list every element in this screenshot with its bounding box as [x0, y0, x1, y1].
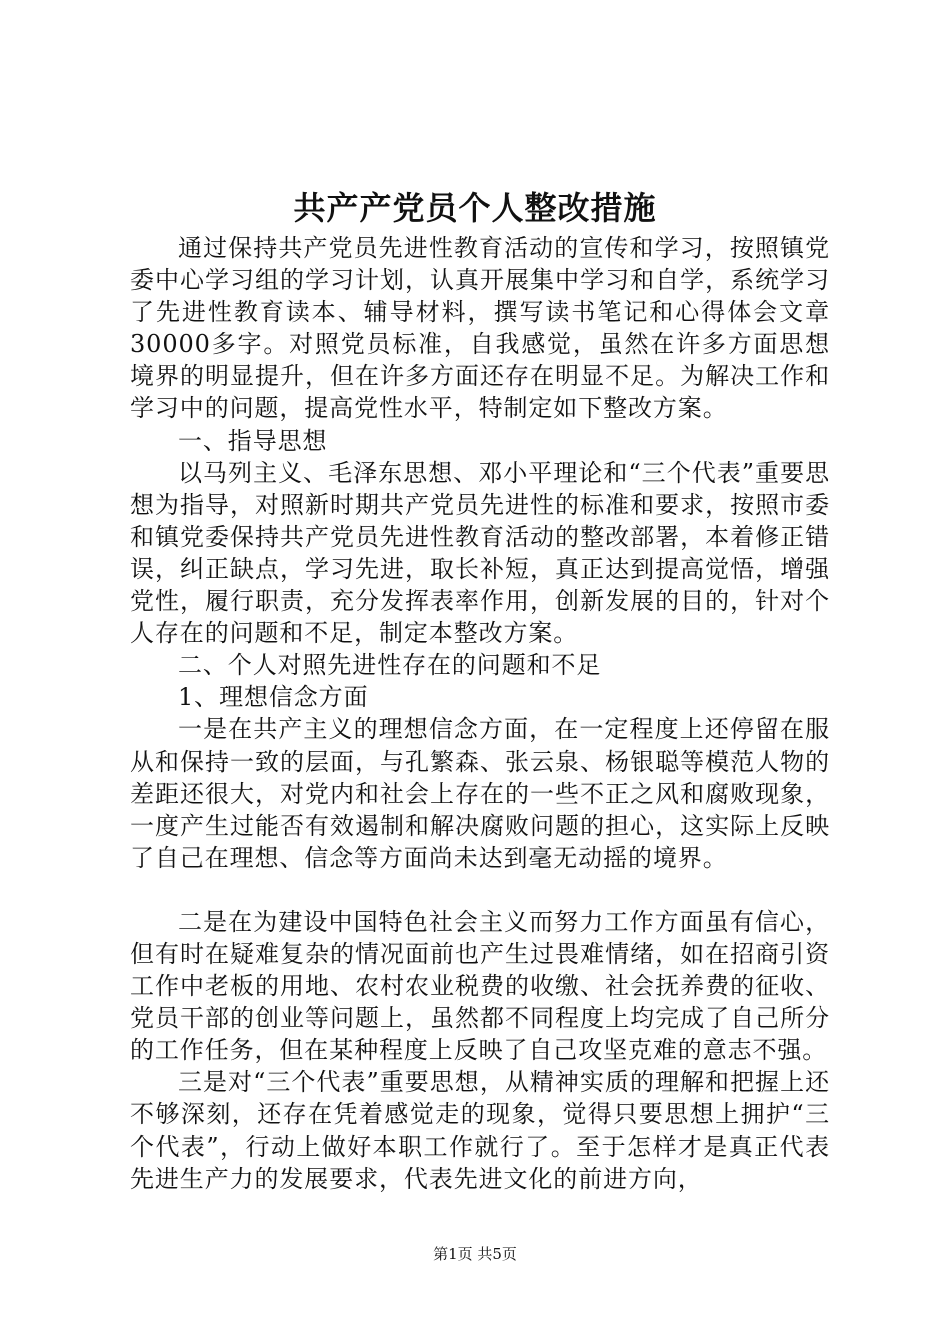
heading-guiding-thought: 一、指导思想 [178, 426, 328, 455]
paragraph-guiding-thought: 以马列主义、毛泽东思想、邓小平理论和“三个代表”重要思想为指导，对照新时期共产党员先进性的标准和要求，按照市委和镇党委保持共产党员先进性教育活动的整改部署，本着修正错误，纠正缺点，学习先进，取长补短，真正达到提高觉悟，增强党性，履行职责，充分发挥表率作用，创新发展的目的，针对个人存在的问题和不足，制定本整改方案。 [130, 458, 830, 648]
subheading-ideals: 1、理想信念方面 [178, 683, 369, 712]
paragraph-intro: 通过保持共产党员先进性教育活动的宣传和学习，按照镇党委中心学习组的学习计划，认真开展集中学习和自学，系统学习了先进性教育读本、辅导材料，撰写读书笔记和心得体会文章30000多字。对照党员标准，自我感觉，虽然在许多方面思想境界的明显提升，但在许多方面还存在明显不足。为解决工作和学习中的问题，提高党性水平，特制定如下整改方案。 [130, 234, 830, 423]
paragraph-point-three: 三是对“三个代表”重要思想，从精神实质的理解和把握上还不够深刻，还存在凭着感觉走的现象，觉得只要思想上拥护“三个代表”，行动上做好本职工作就行了。至于怎样才是真正代表先进生产力的发展要求，代表先进文化的前进方向， [130, 1068, 830, 1193]
paragraph-point-two: 二是在为建设中国特色社会主义而努力工作方面虽有信心，但有时在疑难复杂的情况面前也产生过畏难情绪，如在招商引资工作中老板的用地、农村农业税费的收缴、社会抚养费的征收、党员干部的创业等问题上，虽然都不同程度上均完成了自己所分的工作任务，但在某种程度上反映了自己攻坚克难的意志不强。 [130, 907, 830, 1065]
document-title: 共产产党员个人整改措施 [293, 189, 657, 227]
paragraph-point-one: 一是在共产主义的理想信念方面，在一定程度上还停留在服从和保持一致的层面，与孔繁森、张云泉、杨银聪等模范人物的差距还很大，对党内和社会上存在的一些不正之风和腐败现象，一度产生过能否有效遏制和解决腐败问题的担心，这实际上反映了自己在理想、信念等方面尚未达到毫无动摇的境界。 [130, 715, 830, 872]
page-number: 第1页 共5页 [433, 1245, 517, 1263]
heading-problems: 二、个人对照先进性存在的问题和不足 [178, 651, 602, 680]
document-body [130, 232, 830, 1195]
